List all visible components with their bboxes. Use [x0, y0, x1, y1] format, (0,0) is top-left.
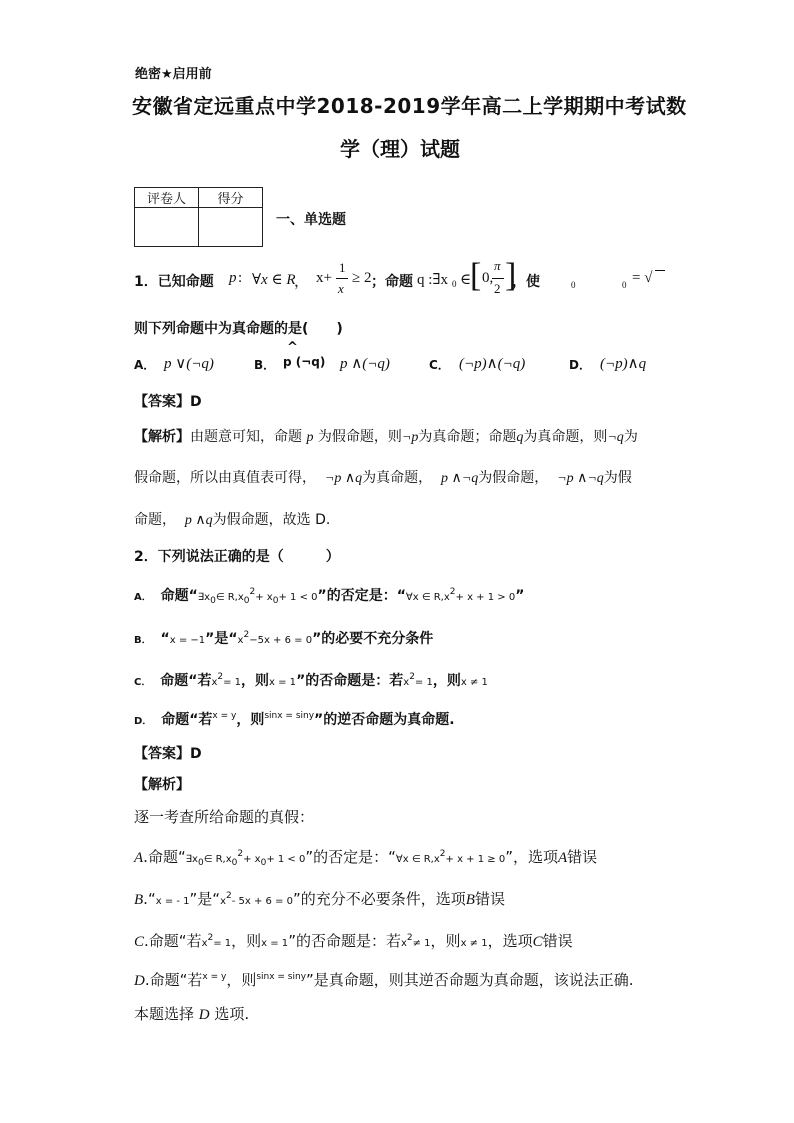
q2-option-text: ，则 — [432, 673, 461, 689]
q2-analysis-text: ”是“ — [189, 890, 221, 908]
q1-analysis-text: 为假命题，则 — [317, 429, 402, 445]
q1-ge2: ≥ 2 — [352, 270, 372, 286]
q2-formula: −5x + 6 = 0 — [249, 635, 313, 646]
q2-analysis-math: D — [134, 973, 145, 989]
q2-formula: x = −1 — [169, 635, 206, 646]
q1-answer-value: D — [190, 394, 202, 410]
q2-analysis-math: D — [198, 1007, 210, 1023]
q1-analysis-text: 为真命题，则 — [523, 429, 608, 445]
q1-colon: : — [238, 270, 243, 286]
q2-formula: x = 1 — [269, 677, 297, 688]
q2-formula: ∃x — [197, 592, 211, 603]
q1-analysis-text: 为真命题， — [362, 470, 433, 486]
q1-answer — [134, 391, 202, 411]
q1-analysis-label: 【解析】 — [134, 429, 190, 445]
score-table-score-cell — [199, 208, 263, 247]
q2-option-text: ，则 — [241, 673, 270, 689]
q2-analysis-math: C — [134, 934, 145, 950]
q2-analysis-formula: ∀x ∈ R,x — [395, 854, 440, 865]
q2-analysis-formula: x = 1 — [261, 938, 289, 949]
q2-formula: x ≠ 1 — [460, 677, 488, 688]
q1-prefix: 1．已知命题 — [134, 274, 214, 290]
q1-frac-num: 1 — [339, 260, 346, 275]
q1-bracket-left: [ — [470, 257, 482, 294]
q2-analysis-formula: 0 — [260, 858, 267, 868]
q1-analysis-math: ¬p ∧q — [324, 471, 363, 486]
q2-formula: 2 — [217, 672, 224, 682]
q1-q-exists: q :∃x — [417, 272, 449, 288]
q2-analysis-math: C — [532, 934, 543, 950]
q2-analysis-formula: x = - 1 — [155, 896, 190, 907]
score-table-score-header: 得分 — [199, 188, 263, 208]
q2-analysis-formula: ∃x — [185, 854, 198, 865]
q2-analysis-text: ”是真命题，则其逆否命题为真命题，该说法正确. — [306, 971, 634, 989]
q2-answer-label: 【答案】 — [134, 746, 190, 762]
score-table — [134, 187, 263, 247]
q1-forall: ∀x ∈ R — [252, 272, 296, 288]
q2-analysis-b — [134, 888, 505, 909]
q2-analysis-math: B — [134, 892, 144, 908]
q1-analysis-math: ¬p ∧¬q — [557, 471, 604, 486]
q2-formula: ∈ R,x — [215, 592, 244, 603]
q1-option-b-hat: ^ — [287, 340, 298, 355]
q2-option-text: 命题“ — [160, 588, 198, 604]
q2-analysis-formula: 2 — [439, 849, 446, 859]
q2-option-text: ”是“ — [205, 631, 238, 647]
q2-option-text: ”的逆否命题为真命题. — [314, 712, 455, 728]
q2-analysis-text: 错误 — [542, 932, 573, 950]
q2-option-d — [134, 709, 455, 729]
q2-formula: x — [237, 635, 244, 646]
q1-analysis-math: p ∧q — [184, 513, 213, 528]
q1-option-b-label: B． — [254, 358, 276, 372]
q2-analysis-text: ”的否定是：“ — [305, 848, 396, 866]
q2-analysis-text: ”的否命题是：若 — [288, 932, 401, 950]
q2-option-label: B． — [134, 635, 152, 646]
q1-analysis-text: 由题意可知，命题 — [190, 429, 302, 445]
q1-pi: π — [494, 258, 501, 273]
q2-analysis-formula: ∈ R,x — [203, 854, 232, 865]
q2-analysis-d — [134, 969, 634, 990]
q2-formula: x = y — [212, 711, 237, 721]
q2-analysis-final — [134, 1003, 249, 1024]
q1-eq-sqrt: = √ — [632, 270, 653, 286]
q2-analysis-math: A — [557, 850, 568, 866]
q2-analysis-text: ，则 — [231, 932, 262, 950]
q2-option-b — [134, 628, 433, 648]
q1-option-b-text: p (¬q) — [283, 355, 326, 369]
q2-formula: = 1 — [414, 677, 433, 688]
q1-analysis-line3 — [134, 509, 330, 529]
q1-analysis-text: 为假 — [603, 470, 632, 486]
q1-analysis-math: p ∧¬q — [441, 471, 479, 486]
q2-formula: = 1 — [223, 677, 242, 688]
q2-analysis-text: ”，选项 — [505, 848, 558, 866]
q1-sqrt-bar — [655, 270, 665, 271]
q1-option-a-label: A． — [134, 358, 156, 372]
q2-option-text: ” — [515, 588, 525, 604]
q2-option-text: 命题“若 — [161, 712, 213, 728]
q1-option-d-text: (¬p)∧q — [600, 356, 647, 372]
q1-shi: ，使 — [512, 274, 540, 290]
q2-analysis-intro: 逐一考查所给命题的真假： — [134, 808, 315, 826]
q2-analysis-text: .“ — [143, 890, 156, 908]
q2-analysis-formula: + x — [243, 854, 261, 865]
q1-mid: ；命题 — [371, 274, 413, 290]
q2-stem: 2．下列说法正确的是（ ） — [134, 549, 340, 565]
q2-formula: 2 — [249, 587, 256, 597]
q1-analysis-text: 为假命题， — [478, 470, 549, 486]
q2-formula: + x — [255, 592, 273, 603]
q2-formula: 2 — [449, 587, 456, 597]
score-table-grader-header: 评卷人 — [135, 188, 199, 208]
q2-formula: 2 — [243, 630, 250, 640]
q1-option-d-label: D． — [569, 358, 591, 372]
q2-analysis-formula: - 5x + 6 = 0 — [231, 896, 293, 907]
q2-analysis-formula: + 1 < 0 — [266, 854, 306, 865]
q2-analysis-formula: 2 — [207, 933, 214, 943]
q2-analysis-text: ，选项 — [487, 932, 533, 950]
secret-mark: 绝密★启用前 — [135, 67, 212, 82]
q1-analysis-text: 为真命题；命题 — [418, 429, 517, 445]
q1-interval-open: 0, — [482, 270, 494, 286]
q2-analysis-formula: 0 — [197, 858, 204, 868]
q2-formula: + 1 < 0 — [278, 592, 318, 603]
q2-analysis-formula: 2 — [237, 849, 244, 859]
page-title-line1: 安徽省定远重点中学2018-2019学年高二上学期期中考试数 — [132, 94, 687, 118]
q2-formula: sinx = siny — [264, 711, 315, 721]
q2-answer-value: D — [190, 746, 202, 762]
q1-x-sub: 0 — [452, 279, 457, 289]
q2-analysis-formula: x — [400, 938, 407, 949]
q2-formula: 2 — [409, 672, 415, 682]
q2-option-text: ”的必要不充分条件 — [312, 631, 434, 647]
q2-analysis-formula: + x + 1 ≥ 0 — [445, 854, 506, 865]
section-title: 一、单选题 — [276, 212, 346, 228]
q2-analysis-formula: 2 — [226, 891, 232, 901]
q1-analysis-math: q — [516, 430, 524, 445]
q1-pi-bar — [492, 278, 504, 279]
q2-formula: + x + 1 > 0 — [455, 592, 516, 603]
q1-frac-bar — [336, 278, 348, 279]
page-title-line2: 学（理）试题 — [340, 137, 460, 161]
q2-analysis-formula: x — [220, 896, 226, 907]
q2-option-c — [134, 670, 488, 690]
q2-option-label: A． — [134, 592, 152, 603]
q2-analysis-math: B — [465, 892, 475, 908]
q2-analysis-text: .命题“若 — [144, 932, 202, 950]
q2-option-text: “ — [160, 631, 170, 647]
q1-analysis-text: 假命题，所以由真值表可得， — [134, 470, 316, 486]
q1-analysis-line2 — [134, 467, 632, 487]
q2-analysis-formula: 0 — [231, 858, 238, 868]
q1-analysis-text: 命题， — [134, 512, 176, 528]
q2-formula: x — [211, 677, 218, 688]
q1-option-a-text: p ∨(¬q) — [164, 356, 214, 372]
q1-p: p — [229, 270, 237, 286]
q1-option-c-text: (¬p)∧(¬q) — [459, 356, 526, 372]
q2-analysis-text: .命题“若 — [144, 971, 203, 989]
q2-formula: x — [403, 677, 410, 688]
q2-option-label: C． — [134, 677, 152, 688]
q2-analysis-text: ，则 — [430, 932, 461, 950]
q2-analysis-formula: x — [201, 938, 208, 949]
q1-analysis-line1 — [134, 426, 638, 446]
q2-analysis-formula: x ≠ 1 — [460, 938, 488, 949]
q1-analysis-math: p — [306, 430, 314, 445]
q1-option-c-label: C． — [429, 358, 450, 372]
q2-analysis-text: 选项. — [214, 1005, 250, 1023]
q1-frac-den: x — [338, 281, 344, 296]
q2-option-text: ”的否定是：“ — [317, 588, 406, 604]
q2-analysis-label: 【解析】 — [134, 777, 190, 793]
q1-analysis-math: ¬p — [401, 430, 419, 445]
q2-analysis-c — [134, 930, 573, 951]
q1-option-b-expr: p ∧(¬q) — [340, 356, 390, 372]
q2-answer — [134, 743, 202, 763]
q2-analysis-a — [134, 846, 597, 867]
q1-x-plus: x+ — [316, 270, 332, 286]
q2-formula: 0 — [243, 596, 250, 606]
q2-analysis-formula: x = y — [202, 972, 227, 982]
q2-analysis-math: A — [134, 850, 144, 866]
q2-formula: 0 — [272, 596, 279, 606]
q2-analysis-text: 本题选择 — [134, 1005, 195, 1023]
q2-analysis-text: 错误 — [567, 848, 598, 866]
q2-analysis-text: ”的充分不必要条件，选项 — [293, 890, 466, 908]
q1-in: ∈ — [460, 272, 472, 288]
q2-analysis-text: .命题“ — [143, 848, 186, 866]
q2-analysis-formula: = 1 — [213, 938, 232, 949]
q2-analysis-text: ，则 — [226, 971, 257, 989]
q1-bracket-right: ] — [505, 257, 517, 294]
q2-formula: ∀x ∈ R,x — [405, 592, 450, 603]
q1-sub0a: 0 — [571, 280, 576, 290]
q2-analysis-formula: ≠ 1 — [412, 938, 431, 949]
q2-option-text: ”的否命题是：若 — [296, 673, 404, 689]
score-table-grader-cell — [135, 208, 199, 247]
q2-option-a — [134, 585, 524, 605]
q1-sub0b: 0 — [622, 280, 627, 290]
q2-option-text: 命题“若 — [160, 673, 212, 689]
q1-comma: ， — [294, 274, 310, 290]
q2-analysis-formula: sinx = siny — [256, 972, 307, 982]
q1-analysis-text: 为 — [623, 429, 638, 445]
q2-option-text: ，则 — [236, 712, 265, 728]
q2-analysis-formula: 2 — [406, 933, 413, 943]
q1-analysis-math: ¬q — [607, 430, 624, 445]
q1-stem-line2: 则下列命题中为真命题的是( ) — [134, 321, 343, 337]
q1-analysis-text: 为假命题，故选 D. — [212, 512, 331, 528]
q2-analysis-text: 错误 — [474, 890, 505, 908]
q2-option-label: D． — [134, 716, 153, 727]
q1-two: 2 — [494, 281, 501, 296]
q2-formula: 0 — [210, 596, 216, 606]
q1-answer-label: 【答案】 — [134, 394, 190, 410]
